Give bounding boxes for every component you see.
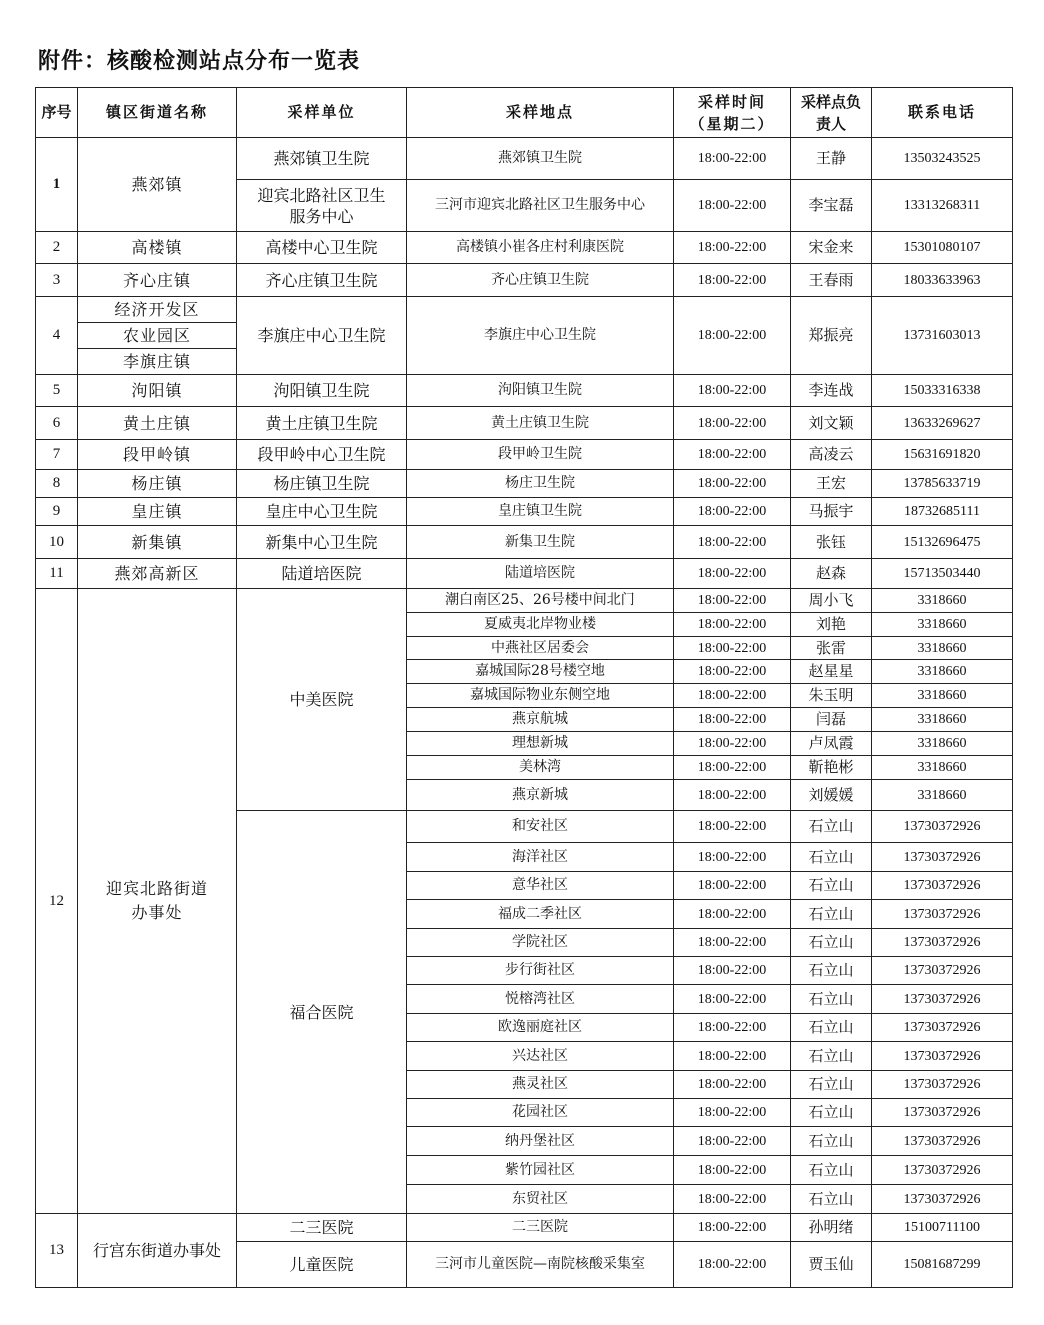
cell-location: 意华社区	[407, 872, 674, 900]
cell-person: 石立山	[791, 900, 872, 929]
cell-phone: 13785633719	[872, 470, 1013, 498]
cell-phone: 13731603013	[872, 297, 1013, 375]
cell-phone: 13730372926	[872, 811, 1013, 843]
cell-time: 18:00-22:00	[674, 1242, 791, 1288]
cell-time: 18:00-22:00	[674, 1127, 791, 1156]
cell-time: 18:00-22:00	[674, 985, 791, 1014]
cell-person: 闫磊	[791, 708, 872, 732]
cell-time: 18:00-22:00	[674, 375, 791, 407]
cell-town	[78, 589, 237, 1214]
cell-seq: 8	[36, 470, 78, 498]
cell-phone: 3318660	[872, 708, 1013, 732]
cell-time: 18:00-22:00	[674, 180, 791, 232]
cell-phone: 3318660	[872, 756, 1013, 780]
cell-unit: 高楼中心卫生院	[237, 232, 407, 264]
cell-location: 段甲岭卫生院	[407, 440, 674, 470]
cell-seq: 5	[36, 375, 78, 407]
table-row	[36, 470, 1013, 498]
cell-person: 赵森	[791, 559, 872, 589]
cell-location: 中燕社区居委会	[407, 637, 674, 660]
cell-person: 郑振亮	[791, 297, 872, 375]
cell-phone: 15081687299	[872, 1242, 1013, 1288]
cell-location: 悦榕湾社区	[407, 985, 674, 1014]
cell-phone: 13730372926	[872, 1127, 1013, 1156]
cell-person: 石立山	[791, 872, 872, 900]
cell-phone: 15100711100	[872, 1214, 1013, 1242]
cell-unit: 中美医院	[237, 589, 407, 811]
header-town: 镇区街道名称	[78, 88, 237, 138]
cell-location: 高楼镇小崔各庄村利康医院	[407, 232, 674, 264]
cell-unit-line2: 服务中心	[289, 206, 354, 226]
table-row	[36, 232, 1013, 264]
cell-time: 18:00-22:00	[674, 470, 791, 498]
header-time-line2: （星期二）	[689, 114, 775, 133]
cell-time: 18:00-22:00	[674, 264, 791, 297]
cell-unit: 新集中心卫生院	[237, 526, 407, 559]
cell-phone: 13730372926	[872, 872, 1013, 900]
header-unit: 采样单位	[237, 88, 407, 138]
cell-seq: 9	[36, 498, 78, 526]
header-person	[791, 88, 872, 138]
table-row	[36, 264, 1013, 297]
cell-phone: 13730372926	[872, 929, 1013, 957]
cell-location: 纳丹堡社区	[407, 1127, 674, 1156]
cell-person: 刘媛媛	[791, 780, 872, 811]
table-row	[36, 1214, 1013, 1242]
header-seq: 序号	[36, 88, 78, 138]
cell-seq: 12	[36, 589, 78, 1214]
cell-location: 燕京新城	[407, 780, 674, 811]
cell-person: 周小飞	[791, 589, 872, 613]
cell-location: 新集卫生院	[407, 526, 674, 559]
cell-town: 黄土庄镇	[78, 407, 237, 440]
cell-time: 18:00-22:00	[674, 1014, 791, 1042]
cell-seq: 2	[36, 232, 78, 264]
cell-town: 高楼镇	[78, 232, 237, 264]
cell-location: 兴达社区	[407, 1042, 674, 1071]
header-time-line1: 采样时间	[697, 92, 766, 111]
cell-time: 18:00-22:00	[674, 1071, 791, 1099]
table-row	[36, 375, 1013, 407]
cell-unit: 陆道培医院	[237, 559, 407, 589]
cell-location: 嘉城国际28号楼空地	[407, 660, 674, 684]
cell-person: 石立山	[791, 1099, 872, 1127]
cell-town: 新集镇	[78, 526, 237, 559]
cell-location: 和安社区	[407, 811, 674, 843]
cell-person: 石立山	[791, 957, 872, 985]
cell-location: 学院社区	[407, 929, 674, 957]
cell-time: 18:00-22:00	[674, 232, 791, 264]
cell-phone: 13503243525	[872, 138, 1013, 180]
cell-time: 18:00-22:00	[674, 900, 791, 929]
cell-town-line1: 迎宾北路街道	[105, 879, 208, 898]
cell-unit: 儿童医院	[237, 1242, 407, 1288]
cell-unit: 泃阳镇卫生院	[237, 375, 407, 407]
cell-person: 朱玉明	[791, 684, 872, 708]
cell-seq: 6	[36, 407, 78, 440]
header-row	[36, 88, 1013, 138]
cell-person: 高凌云	[791, 440, 872, 470]
cell-phone: 15132696475	[872, 526, 1013, 559]
cell-time: 18:00-22:00	[674, 872, 791, 900]
cell-unit: 杨庄镇卫生院	[237, 470, 407, 498]
cell-location: 齐心庄镇卫生院	[407, 264, 674, 297]
cell-location: 嘉城国际物业东侧空地	[407, 684, 674, 708]
cell-town: 行宫东街道办事处	[78, 1214, 237, 1288]
cell-person: 王春雨	[791, 264, 872, 297]
cell-unit: 二三医院	[237, 1214, 407, 1242]
cell-town: 段甲岭镇	[78, 440, 237, 470]
header-time	[674, 88, 791, 138]
page-title: 附件：核酸检测站点分布一览表	[38, 49, 361, 74]
cell-location: 李旗庄中心卫生院	[407, 297, 674, 375]
cell-person: 贾玉仙	[791, 1242, 872, 1288]
cell-town: 杨庄镇	[78, 470, 237, 498]
cell-phone: 15631691820	[872, 440, 1013, 470]
cell-phone: 13730372926	[872, 985, 1013, 1014]
cell-town-line3: 李旗庄镇	[122, 352, 191, 371]
cell-person: 张钰	[791, 526, 872, 559]
cell-seq: 10	[36, 526, 78, 559]
cell-phone: 3318660	[872, 637, 1013, 660]
cell-person: 马振宇	[791, 498, 872, 526]
cell-person: 石立山	[791, 1156, 872, 1185]
cell-location: 步行街社区	[407, 957, 674, 985]
cell-person: 石立山	[791, 843, 872, 872]
table-row	[36, 440, 1013, 470]
cell-phone: 13730372926	[872, 957, 1013, 985]
cell-person: 张雷	[791, 637, 872, 660]
cell-person: 石立山	[791, 811, 872, 843]
cell-location: 燕京航城	[407, 708, 674, 732]
cell-phone: 3318660	[872, 732, 1013, 756]
cell-unit: 皇庄中心卫生院	[237, 498, 407, 526]
header-person-line2: 责人	[815, 114, 846, 133]
cell-town	[78, 297, 237, 375]
cell-location: 美林湾	[407, 756, 674, 780]
cell-person: 石立山	[791, 1185, 872, 1214]
cell-town: 皇庄镇	[78, 498, 237, 526]
cell-time: 18:00-22:00	[674, 756, 791, 780]
cell-time: 18:00-22:00	[674, 613, 791, 637]
cell-phone: 13730372926	[872, 900, 1013, 929]
cell-time: 18:00-22:00	[674, 732, 791, 756]
cell-time: 18:00-22:00	[674, 440, 791, 470]
cell-seq: 13	[36, 1214, 78, 1288]
cell-phone: 13730372926	[872, 1071, 1013, 1099]
cell-phone: 13730372926	[872, 1042, 1013, 1071]
table-row	[36, 559, 1013, 589]
cell-seq: 3	[36, 264, 78, 297]
cell-location: 欧逸丽庭社区	[407, 1014, 674, 1042]
cell-location: 福成二季社区	[407, 900, 674, 929]
cell-time: 18:00-22:00	[674, 138, 791, 180]
cell-phone: 13633269627	[872, 407, 1013, 440]
cell-unit: 齐心庄镇卫生院	[237, 264, 407, 297]
cell-person: 刘文颖	[791, 407, 872, 440]
cell-location: 杨庄卫生院	[407, 470, 674, 498]
cell-location: 二三医院	[407, 1214, 674, 1242]
header-location: 采样地点	[407, 88, 674, 138]
cell-location: 皇庄镇卫生院	[407, 498, 674, 526]
cell-person: 石立山	[791, 1071, 872, 1099]
cell-time: 18:00-22:00	[674, 957, 791, 985]
header-person-line1: 采样点负	[800, 92, 861, 111]
cell-phone: 15033316338	[872, 375, 1013, 407]
cell-town: 泃阳镇	[78, 375, 237, 407]
cell-unit: 段甲岭中心卫生院	[237, 440, 407, 470]
cell-town-line1: 经济开发区	[78, 297, 236, 323]
cell-phone: 13730372926	[872, 1099, 1013, 1127]
cell-time: 18:00-22:00	[674, 843, 791, 872]
cell-person: 王宏	[791, 470, 872, 498]
table-row	[36, 526, 1013, 559]
cell-person: 石立山	[791, 1014, 872, 1042]
cell-seq: 7	[36, 440, 78, 470]
cell-time: 18:00-22:00	[674, 929, 791, 957]
cell-phone: 3318660	[872, 613, 1013, 637]
cell-time: 18:00-22:00	[674, 559, 791, 589]
cell-location: 三河市迎宾北路社区卫生服务中心	[407, 180, 674, 232]
cell-time: 18:00-22:00	[674, 637, 791, 660]
cell-town: 燕郊镇	[78, 138, 237, 232]
cell-person: 王静	[791, 138, 872, 180]
cell-time: 18:00-22:00	[674, 589, 791, 613]
cell-location: 燕灵社区	[407, 1071, 674, 1099]
cell-phone: 3318660	[872, 780, 1013, 811]
cell-time: 18:00-22:00	[674, 1214, 791, 1242]
cell-location: 理想新城	[407, 732, 674, 756]
cell-time: 18:00-22:00	[674, 684, 791, 708]
cell-person: 李连战	[791, 375, 872, 407]
cell-location: 紫竹园社区	[407, 1156, 674, 1185]
cell-person: 赵星星	[791, 660, 872, 684]
cell-phone: 13730372926	[872, 1185, 1013, 1214]
cell-time: 18:00-22:00	[674, 1042, 791, 1071]
cell-phone: 15713503440	[872, 559, 1013, 589]
cell-person: 孙明绪	[791, 1214, 872, 1242]
cell-phone: 3318660	[872, 589, 1013, 613]
cell-person: 宋金来	[791, 232, 872, 264]
cell-person: 靳艳彬	[791, 756, 872, 780]
header-phone: 联系电话	[872, 88, 1013, 138]
cell-phone: 18732685111	[872, 498, 1013, 526]
cell-unit: 福合医院	[237, 811, 407, 1214]
cell-seq: 1	[36, 138, 78, 232]
cell-location: 花园社区	[407, 1099, 674, 1127]
cell-location: 黄土庄镇卫生院	[407, 407, 674, 440]
cell-time: 18:00-22:00	[674, 1185, 791, 1214]
cell-phone: 13730372926	[872, 1156, 1013, 1185]
cell-phone: 3318660	[872, 684, 1013, 708]
cell-town-line2: 办事处	[131, 903, 183, 922]
cell-seq: 4	[36, 297, 78, 375]
cell-unit	[237, 180, 407, 232]
cell-time: 18:00-22:00	[674, 526, 791, 559]
cell-location: 陆道培医院	[407, 559, 674, 589]
cell-unit: 李旗庄中心卫生院	[237, 297, 407, 375]
cell-time: 18:00-22:00	[674, 1156, 791, 1185]
cell-time: 18:00-22:00	[674, 1099, 791, 1127]
cell-person: 石立山	[791, 929, 872, 957]
cell-person: 石立山	[791, 1127, 872, 1156]
cell-phone: 13730372926	[872, 1014, 1013, 1042]
cell-person: 石立山	[791, 985, 872, 1014]
cell-location: 夏威夷北岸物业楼	[407, 613, 674, 637]
cell-phone: 15301080107	[872, 232, 1013, 264]
sites-table	[35, 87, 1013, 1288]
cell-person: 卢凤霞	[791, 732, 872, 756]
table-row	[36, 498, 1013, 526]
cell-location: 泃阳镇卫生院	[407, 375, 674, 407]
cell-person: 石立山	[791, 1042, 872, 1071]
cell-location: 东贸社区	[407, 1185, 674, 1214]
cell-seq: 11	[36, 559, 78, 589]
cell-time: 18:00-22:00	[674, 498, 791, 526]
cell-person: 刘艳	[791, 613, 872, 637]
table-row	[36, 589, 1013, 613]
cell-town: 齐心庄镇	[78, 264, 237, 297]
cell-phone: 18033633963	[872, 264, 1013, 297]
cell-unit: 燕郊镇卫生院	[237, 138, 407, 180]
cell-town: 燕郊高新区	[78, 559, 237, 589]
cell-time: 18:00-22:00	[674, 708, 791, 732]
cell-phone: 13730372926	[872, 843, 1013, 872]
cell-time: 18:00-22:00	[674, 407, 791, 440]
cell-time: 18:00-22:00	[674, 811, 791, 843]
table-row	[36, 138, 1013, 180]
table-row	[36, 407, 1013, 440]
cell-town-line2: 农业园区	[78, 323, 236, 349]
cell-unit-line1: 迎宾北路社区卫生	[257, 185, 386, 205]
cell-time: 18:00-22:00	[674, 660, 791, 684]
cell-location: 潮白南区25、26号楼中间北门	[407, 589, 674, 613]
cell-location: 海洋社区	[407, 843, 674, 872]
cell-phone: 13313268311	[872, 180, 1013, 232]
cell-time: 18:00-22:00	[674, 297, 791, 375]
cell-location: 燕郊镇卫生院	[407, 138, 674, 180]
cell-phone: 3318660	[872, 660, 1013, 684]
cell-person: 李宝磊	[791, 180, 872, 232]
cell-unit: 黄土庄镇卫生院	[237, 407, 407, 440]
cell-time: 18:00-22:00	[674, 780, 791, 811]
cell-location: 三河市儿童医院—南院核酸采集室	[407, 1242, 674, 1288]
table-row	[36, 297, 1013, 375]
